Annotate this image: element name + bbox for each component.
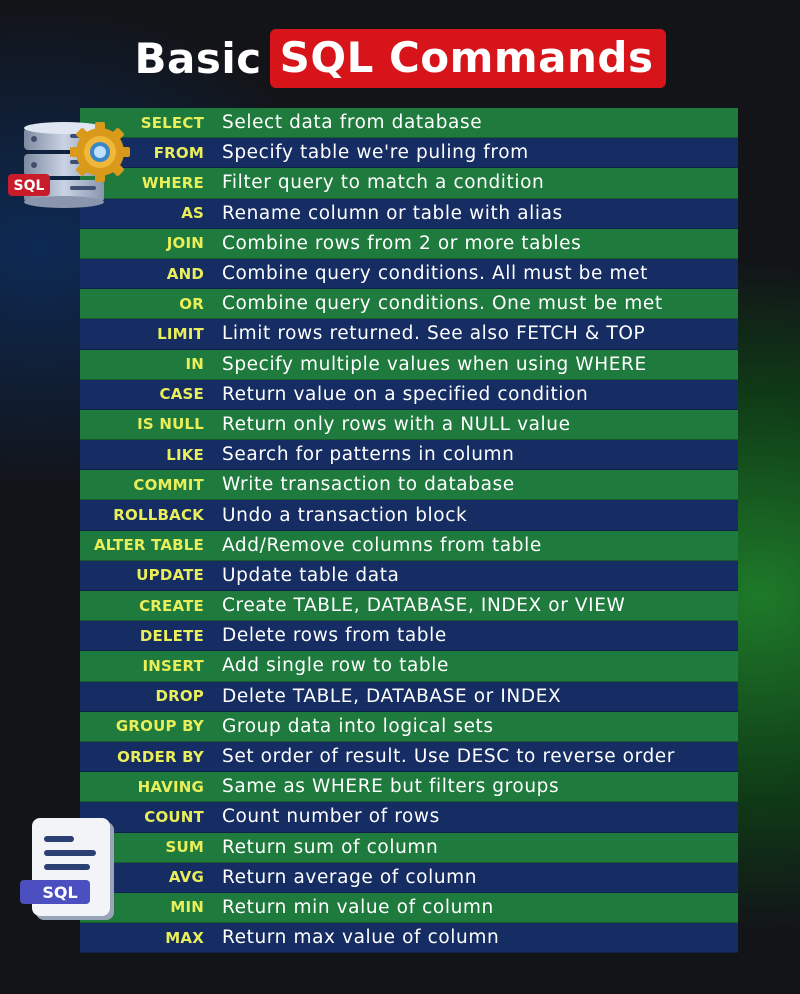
command-description: Group data into logical sets bbox=[222, 715, 494, 737]
command-description: Set order of result. Use DESC to reverse order bbox=[222, 746, 676, 768]
command-row bbox=[80, 229, 738, 259]
document-label: SQL bbox=[42, 883, 78, 902]
command-row bbox=[80, 350, 738, 380]
sql-document-icon bbox=[18, 818, 118, 928]
command-description: Rename column or table with alias bbox=[222, 202, 563, 224]
command-row bbox=[80, 863, 738, 893]
command-row bbox=[80, 742, 738, 772]
database-gear-icon bbox=[8, 120, 130, 220]
command-keyword: UPDATE bbox=[136, 566, 204, 585]
command-keyword: LIKE bbox=[166, 445, 204, 464]
command-description: Specify table we're puling from bbox=[222, 142, 529, 164]
command-keyword: ALTER TABLE bbox=[93, 536, 204, 555]
command-keyword: AND bbox=[166, 264, 204, 283]
command-keyword: AS bbox=[181, 204, 204, 223]
command-keyword: JOIN bbox=[166, 234, 204, 253]
command-row bbox=[80, 591, 738, 621]
command-row bbox=[80, 440, 738, 470]
command-row bbox=[80, 621, 738, 651]
command-description: Select data from database bbox=[222, 112, 483, 134]
command-row bbox=[80, 802, 738, 832]
command-row bbox=[80, 289, 738, 319]
command-row bbox=[80, 893, 738, 923]
command-row bbox=[80, 531, 738, 561]
command-description: Return only rows with a NULL value bbox=[222, 413, 571, 435]
command-keyword: GROUP BY bbox=[115, 717, 204, 736]
command-keyword: MIN bbox=[170, 898, 204, 917]
page-title bbox=[0, 22, 800, 94]
command-keyword: MAX bbox=[165, 928, 204, 947]
command-description: Filter query to match a condition bbox=[222, 172, 545, 194]
command-description: Add/Remove columns from table bbox=[222, 534, 542, 556]
command-row bbox=[80, 923, 738, 953]
title-basic: Basic bbox=[134, 33, 262, 83]
command-description: Return value on a specified condition bbox=[222, 383, 589, 405]
command-description: Add single row to table bbox=[222, 655, 449, 677]
command-row bbox=[80, 712, 738, 742]
command-keyword: DROP bbox=[155, 687, 204, 706]
title-highlight: SQL Commands bbox=[270, 29, 666, 88]
command-description: Return sum of column bbox=[222, 836, 439, 858]
command-keyword: IN bbox=[185, 355, 204, 374]
command-description: Return min value of column bbox=[222, 896, 494, 918]
command-keyword: HAVING bbox=[137, 777, 204, 796]
command-description: Undo a transaction block bbox=[222, 504, 468, 526]
command-row bbox=[80, 380, 738, 410]
command-keyword: ROLLBACK bbox=[113, 506, 204, 525]
command-keyword: DELETE bbox=[139, 626, 204, 645]
command-keyword: CREATE bbox=[139, 596, 204, 615]
command-row bbox=[80, 319, 738, 349]
command-row bbox=[80, 651, 738, 681]
command-row bbox=[80, 682, 738, 712]
command-description: Return max value of column bbox=[222, 927, 500, 949]
command-row bbox=[80, 470, 738, 500]
command-keyword: WHERE bbox=[141, 173, 204, 192]
command-keyword: OR bbox=[179, 294, 204, 313]
command-description: Same as WHERE but filters groups bbox=[222, 776, 560, 798]
command-description: Combine query conditions. One must be met bbox=[222, 293, 663, 315]
command-keyword: COMMIT bbox=[133, 475, 204, 494]
command-keyword: COUNT bbox=[144, 807, 204, 826]
database-label: SQL bbox=[13, 178, 45, 194]
command-keyword: SELECT bbox=[140, 113, 204, 132]
command-description: Delete TABLE, DATABASE or INDEX bbox=[222, 685, 562, 707]
command-row bbox=[80, 833, 738, 863]
command-row bbox=[80, 108, 738, 138]
command-row bbox=[80, 410, 738, 440]
command-description: Write transaction to database bbox=[222, 474, 515, 496]
command-row bbox=[80, 168, 738, 198]
command-description: Update table data bbox=[222, 564, 400, 586]
command-keyword: LIMIT bbox=[157, 324, 204, 343]
command-row bbox=[80, 259, 738, 289]
sql-commands-table bbox=[80, 108, 738, 953]
command-keyword: IS NULL bbox=[137, 415, 204, 434]
command-description: Combine query conditions. All must be met bbox=[222, 263, 648, 285]
command-row bbox=[80, 772, 738, 802]
command-row bbox=[80, 199, 738, 229]
command-description: Combine rows from 2 or more tables bbox=[222, 232, 582, 254]
command-description: Search for patterns in column bbox=[222, 444, 515, 466]
command-keyword: FROM bbox=[153, 143, 204, 162]
command-description: Create TABLE, DATABASE, INDEX or VIEW bbox=[222, 595, 626, 617]
command-row bbox=[80, 561, 738, 591]
command-description: Return average of column bbox=[222, 866, 478, 888]
command-keyword: ORDER BY bbox=[117, 747, 204, 766]
command-keyword: AVG bbox=[168, 868, 204, 887]
command-keyword: INSERT bbox=[142, 656, 204, 675]
command-description: Limit rows returned. See also FETCH & TOP bbox=[222, 323, 646, 345]
command-description: Specify multiple values when using WHERE bbox=[222, 353, 647, 375]
command-row bbox=[80, 138, 738, 168]
command-description: Delete rows from table bbox=[222, 625, 447, 647]
command-keyword: SUM bbox=[165, 838, 204, 857]
command-keyword: CASE bbox=[159, 385, 204, 404]
command-row bbox=[80, 500, 738, 530]
command-description: Count number of rows bbox=[222, 806, 440, 828]
